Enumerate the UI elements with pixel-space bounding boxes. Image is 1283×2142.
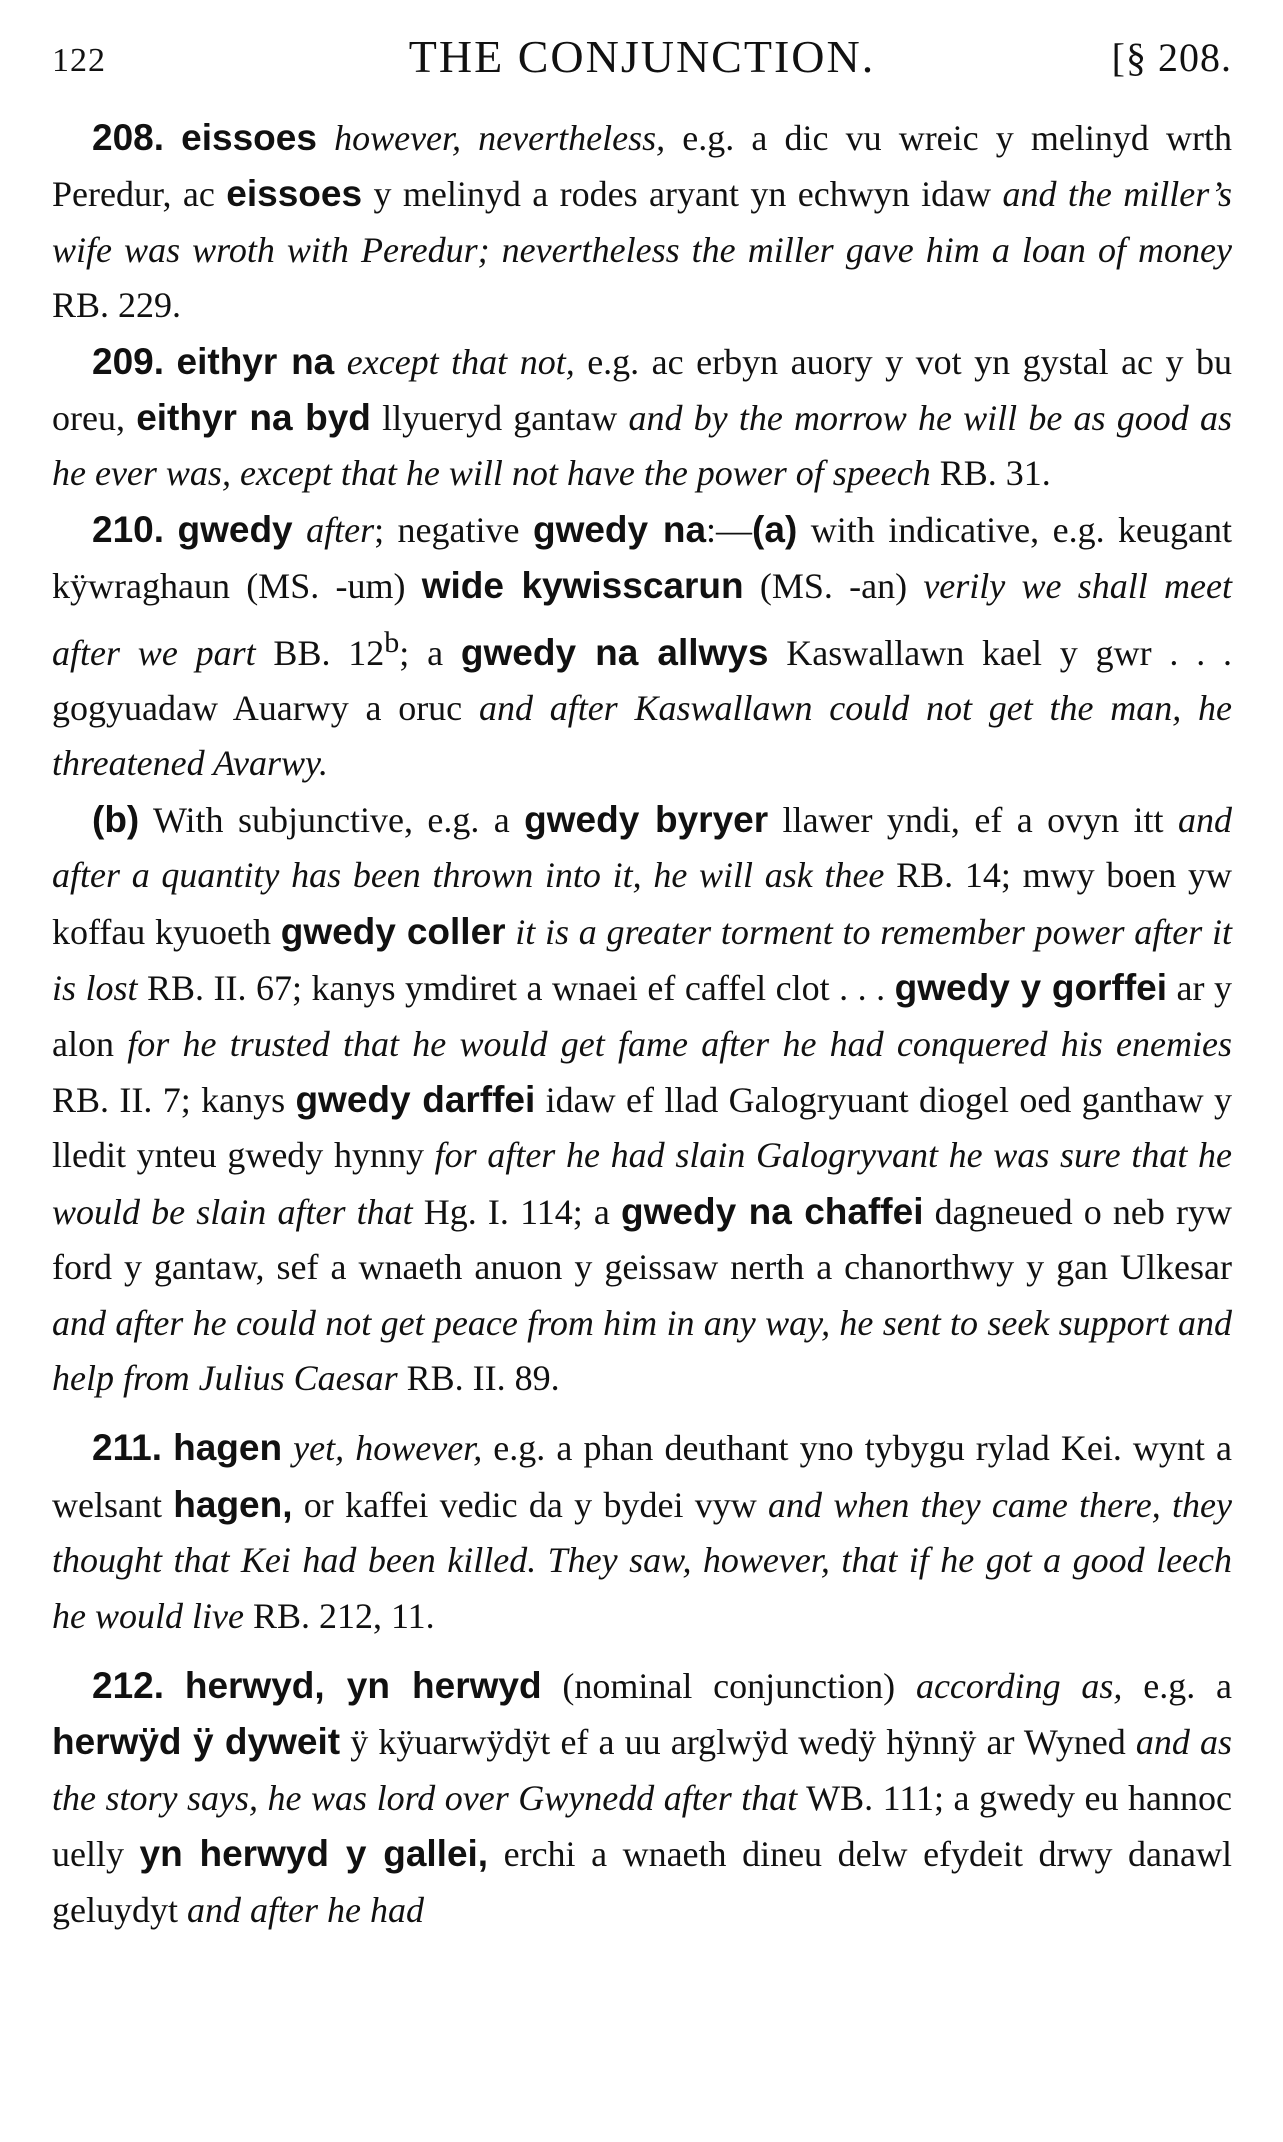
text: ÿ kÿuarwÿdÿt ef a uu arglwÿd wedÿ hÿnnÿ ar Wyned [340,1722,1136,1763]
keyword: gwedy na allwys [460,631,769,673]
text: dagneued o neb ryw ford y gantaw, sef a wnaeth anuon y geissaw nerth a chanorthwy y gan Ulkesar [52,1191,1232,1288]
page-number: 122 [52,42,106,79]
reference: RB. II. 89. [397,1357,560,1398]
keyword: gwedy na [532,508,707,550]
keyword: gwedy byryer [524,798,769,840]
reference: RB. 31. [930,453,1051,494]
keyword: herwÿd ÿ dyweit [52,1721,341,1763]
text: (nominal conjunction) [541,1665,916,1706]
example-text: e.g. a phan deuthant yno tybygu rylad Kei. wynt a welsant [52,1428,1233,1525]
headword: herwyd, yn herwyd [184,1664,542,1706]
translation: it is a greater torment to remember power after it is lost [52,911,1232,1009]
headword: eithyr na [176,340,335,382]
translation: for he trusted that he would get fame after he had conquered his enemies [127,1023,1232,1064]
translation: and after he had [186,1889,424,1930]
superscript: b [384,625,400,659]
text [506,912,516,952]
translation: and when they came there, they thought that Kei had been killed. They saw, however, that if he got a good leech he would live [52,1484,1232,1636]
section-marker: [§ 208. [1111,35,1232,80]
text: e.g. a [1122,1665,1233,1706]
keyword: hagen, [173,1483,293,1525]
translation: and by the morrow he will be as good as he ever was, except that he will not have the power of speech [52,398,1232,494]
entry-208 [52,110,1232,334]
entry-number: 210. [92,508,165,550]
translation: verily we shall meet after we part [52,566,1232,673]
entry-number: 208. [92,117,165,158]
gloss: after [306,509,375,550]
text: ar y alon [52,968,1232,1064]
keyword: wide kywisscarun [421,565,744,607]
gloss: except that not, [346,341,575,382]
page-title: THE CONJUNCTION. [408,31,876,82]
gloss: however, nevertheless, [334,118,666,158]
keyword: gwedy na chaffei [621,1190,924,1232]
keyword: gwedy darffei [295,1078,536,1120]
entry-210-b [52,792,1232,1406]
text: RB. II. 67; kanys ymdiret a wnaei ef caffel clot . . . [137,968,895,1009]
text: idaw ef llad Galogryuant diogel oed ganthaw y lledit ynteu gwedy hynny [52,1079,1232,1176]
reference: RB. 212, 11. [243,1595,435,1636]
subsection-label: (b) [92,798,140,840]
gloss: yet, however, [293,1428,483,1469]
keyword: yn herwyd y gallei, [139,1833,489,1875]
running-header [52,30,1232,110]
text: RB. 14; mwy boen yw koffau kyuoeth [52,855,1232,952]
translation: for after he had slain Galogryvant he was sure that he would be slain after that [52,1135,1232,1232]
translation: and the miller’s wife was wroth with Peredur; nevertheless the miller gave him a loan of money [52,174,1232,270]
body-text [52,110,1232,1938]
headword: gwedy [177,508,293,550]
entry-number: 211. [92,1427,162,1469]
entry-212 [52,1658,1232,1938]
entry-210 [52,502,1232,792]
text: (MS. -an) [743,566,924,607]
text: WB. 111; a gwedy eu hannoc uelly [52,1777,1232,1875]
text: erchi a wnaeth dineu delw efydeit drwy danawl geluydyt [52,1834,1233,1930]
text: Kaswallawn kael y gwr . . . gogyuadaw Auarwy a oruc [52,632,1233,729]
text: with indicative, e.g. keugant kÿwraghaun (MS. -um) [52,509,1233,607]
entry-211 [52,1420,1232,1644]
reference: RB. 229. [52,285,182,326]
keyword: eithyr na byd [136,397,371,439]
text: With subjunctive, e.g. a [139,799,525,840]
headword: eissoes [181,117,317,158]
translation: and after he could not get peace from him in any way, he sent to seek support and help from Julius Caesar [52,1302,1232,1398]
gloss: according as, [915,1665,1123,1706]
text: :— [706,509,753,550]
keyword: eissoes [226,173,363,215]
text: Hg. I. 114; a [412,1191,622,1232]
translation: and as the story says, he was lord over Gwynedd after that [52,1722,1232,1818]
text: ; negative [374,509,533,550]
subsection-label: (a) [752,508,798,550]
entry-209 [52,334,1232,502]
example-text: llyueryd gantaw [370,398,629,439]
example-text: e.g. ac erbyn auory y vot yn gystal ac y bu oreu, [52,341,1233,439]
text: RB. II. 7; kanys [52,1079,296,1120]
text: ; a [399,632,461,673]
text: llawer yndi, ef a ovyn itt [768,799,1178,840]
example-text: y melinyd a rodes aryant yn echwyn idaw [362,174,1003,215]
translation: and after Kaswallawn could not get the man, he threatened Avarwy. [52,688,1232,784]
page [52,30,1232,1938]
example-text: e.g. a dic vu wreic y melinyd wrth Peredur, ac [52,118,1233,215]
entry-number: 209. [92,340,165,382]
example-text: or kaffei vedic da y bydei vyw [292,1484,769,1525]
entry-number: 212. [92,1664,165,1706]
translation: and after a quantity has been thrown into it, he will ask thee [52,799,1232,896]
keyword: gwedy coller [280,910,506,952]
keyword: gwedy y gorffei [894,967,1168,1009]
reference: BB. 12 [255,632,385,673]
headword: hagen [173,1427,283,1469]
